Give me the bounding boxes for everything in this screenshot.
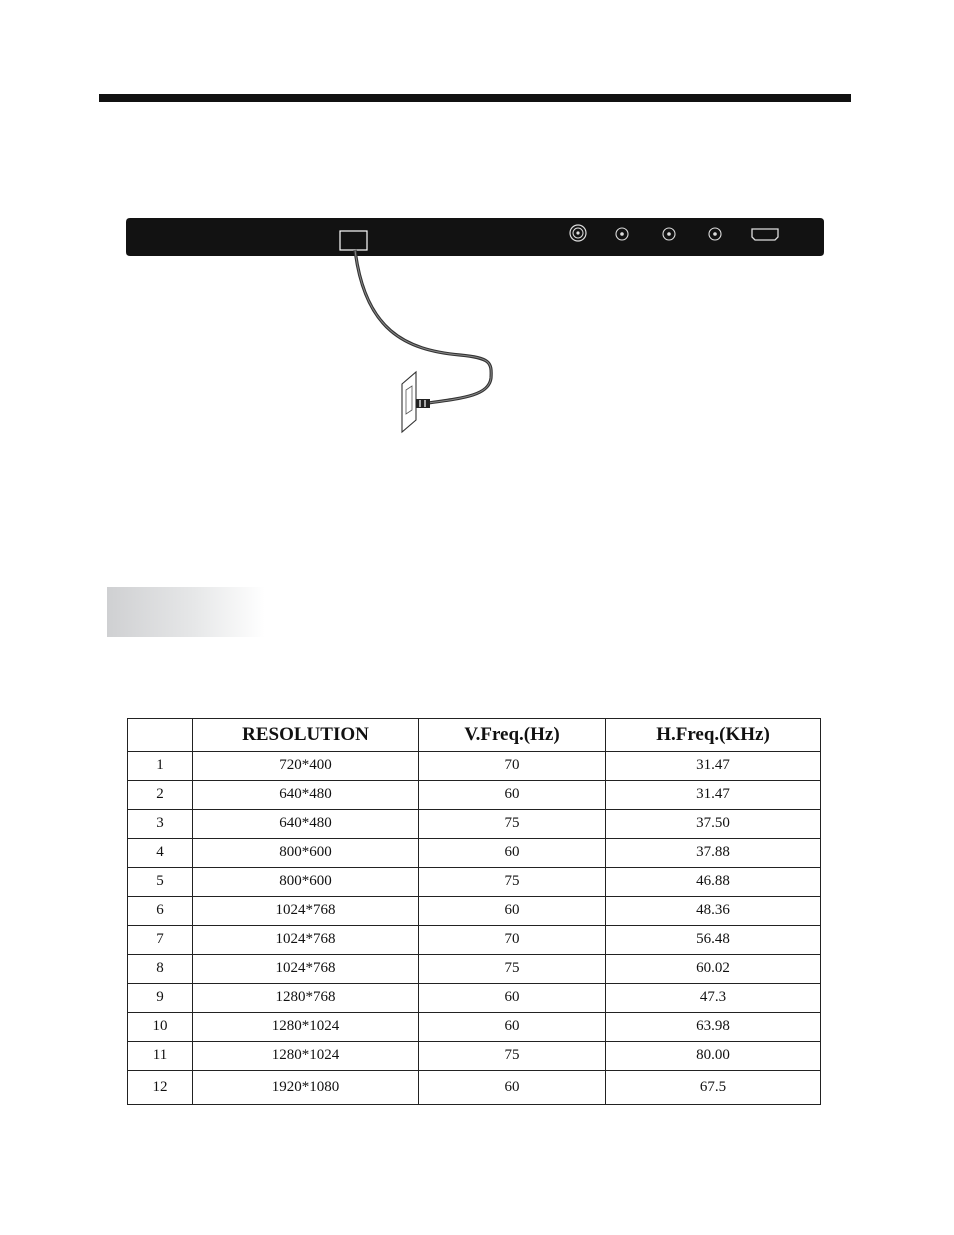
row-resolution: 1024*768 bbox=[193, 896, 419, 925]
table-row bbox=[128, 1041, 821, 1070]
table-row bbox=[128, 925, 821, 954]
power-cable bbox=[355, 250, 491, 403]
header-index bbox=[128, 719, 193, 752]
row-vfreq: 60 bbox=[419, 983, 606, 1012]
row-resolution: 1280*768 bbox=[193, 983, 419, 1012]
table-row bbox=[128, 983, 821, 1012]
table-row bbox=[128, 752, 821, 781]
row-vfreq: 75 bbox=[419, 867, 606, 896]
row-vfreq: 60 bbox=[419, 1012, 606, 1041]
row-index: 8 bbox=[128, 954, 193, 983]
row-index: 7 bbox=[128, 925, 193, 954]
row-vfreq: 75 bbox=[419, 1041, 606, 1070]
row-vfreq: 75 bbox=[419, 954, 606, 983]
table-row bbox=[128, 809, 821, 838]
row-index: 5 bbox=[128, 867, 193, 896]
row-index: 11 bbox=[128, 1041, 193, 1070]
row-hfreq: 31.47 bbox=[606, 780, 821, 809]
row-vfreq: 70 bbox=[419, 752, 606, 781]
section-tab bbox=[107, 587, 265, 637]
row-hfreq: 31.47 bbox=[606, 752, 821, 781]
row-vfreq: 60 bbox=[419, 838, 606, 867]
resolution-timing-table bbox=[127, 718, 821, 1105]
row-hfreq: 67.5 bbox=[606, 1070, 821, 1104]
row-hfreq: 48.36 bbox=[606, 896, 821, 925]
power-plug-icon bbox=[416, 399, 430, 408]
row-index: 1 bbox=[128, 752, 193, 781]
power-port-icon bbox=[340, 231, 367, 250]
row-index: 3 bbox=[128, 809, 193, 838]
row-resolution: 1024*768 bbox=[193, 925, 419, 954]
header-resolution: RESOLUTION bbox=[193, 719, 419, 752]
row-resolution: 720*400 bbox=[193, 752, 419, 781]
row-hfreq: 60.02 bbox=[606, 954, 821, 983]
wall-outlet-icon bbox=[402, 372, 416, 432]
top-rule bbox=[99, 94, 851, 102]
row-vfreq: 60 bbox=[419, 780, 606, 809]
row-index: 4 bbox=[128, 838, 193, 867]
row-hfreq: 80.00 bbox=[606, 1041, 821, 1070]
table-row bbox=[128, 780, 821, 809]
row-vfreq: 70 bbox=[419, 925, 606, 954]
row-resolution: 1920*1080 bbox=[193, 1070, 419, 1104]
row-index: 6 bbox=[128, 896, 193, 925]
row-hfreq: 47.3 bbox=[606, 983, 821, 1012]
table-header-row bbox=[128, 719, 821, 752]
table-row bbox=[128, 1070, 821, 1104]
row-index: 2 bbox=[128, 780, 193, 809]
power-connection-diagram bbox=[120, 210, 830, 440]
row-resolution: 1280*1024 bbox=[193, 1012, 419, 1041]
row-resolution: 800*600 bbox=[193, 838, 419, 867]
table-row bbox=[128, 896, 821, 925]
table-row bbox=[128, 954, 821, 983]
row-resolution: 640*480 bbox=[193, 809, 419, 838]
table-row bbox=[128, 838, 821, 867]
table-row bbox=[128, 1012, 821, 1041]
row-index: 9 bbox=[128, 983, 193, 1012]
header-vfreq: V.Freq.(Hz) bbox=[419, 719, 606, 752]
row-index: 10 bbox=[128, 1012, 193, 1041]
row-hfreq: 46.88 bbox=[606, 867, 821, 896]
row-index: 12 bbox=[128, 1070, 193, 1104]
row-resolution: 640*480 bbox=[193, 780, 419, 809]
row-resolution: 1024*768 bbox=[193, 954, 419, 983]
row-vfreq: 75 bbox=[419, 809, 606, 838]
row-hfreq: 56.48 bbox=[606, 925, 821, 954]
row-resolution: 1280*1024 bbox=[193, 1041, 419, 1070]
table-row bbox=[128, 867, 821, 896]
tv-rear-panel bbox=[126, 218, 824, 256]
row-vfreq: 60 bbox=[419, 896, 606, 925]
row-hfreq: 37.88 bbox=[606, 838, 821, 867]
row-hfreq: 37.50 bbox=[606, 809, 821, 838]
row-vfreq: 60 bbox=[419, 1070, 606, 1104]
row-resolution: 800*600 bbox=[193, 867, 419, 896]
header-hfreq: H.Freq.(KHz) bbox=[606, 719, 821, 752]
row-hfreq: 63.98 bbox=[606, 1012, 821, 1041]
